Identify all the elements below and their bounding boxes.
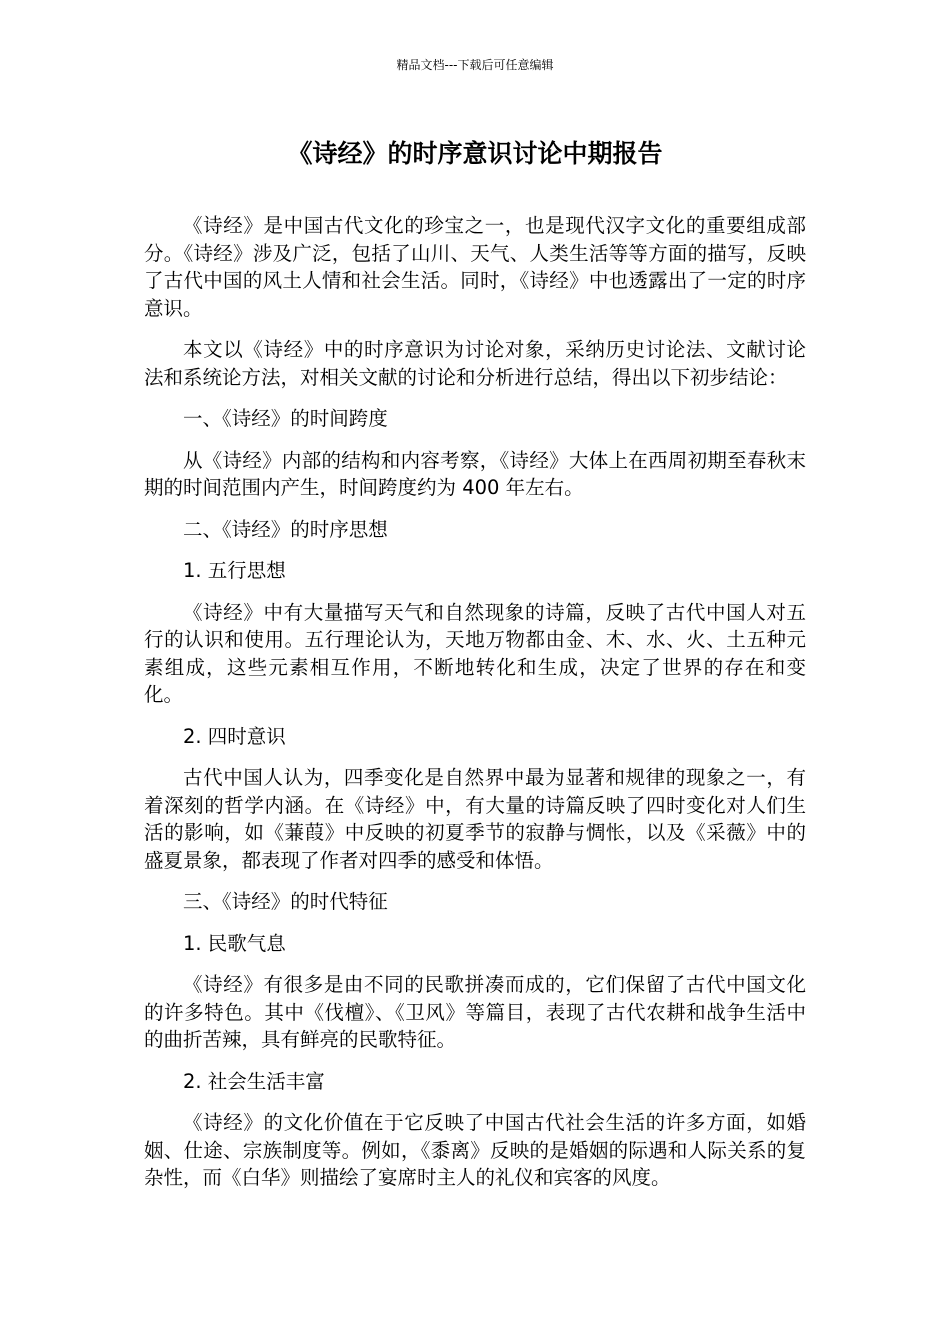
section-heading-3: 三、《诗经》的时代特征 <box>183 890 388 913</box>
subsection-heading-social: 2. 社会生活丰富 <box>183 1069 325 1093</box>
subsection-heading-wuxing: 1. 五行思想 <box>183 559 286 582</box>
paragraph-social: 《诗经》的文化价值在于它反映了中国古代社会生活的许多方面，如婚姻、仕途、宗族制度等。例如，《黍离》反映的是婚姻的际遇和人际关系的复杂性，而《白华》则描绘了宴席时主人的礼仪和宾客的风度。 <box>144 1111 806 1189</box>
subsection-heading-seasons: 2. 四时意识 <box>183 724 286 748</box>
document-body <box>144 212 806 1206</box>
subsection-heading-folk: 1. 民歌气息 <box>183 931 286 955</box>
section-heading-1: 一、《诗经》的时间跨度 <box>183 407 388 430</box>
paragraph-folk: 《诗经》有很多是由不同的民歌拼凑而成的，它们保留了古代中国文化的许多特色。其中《伐檀》、《卫风》等篇目，表现了古代农耕和战争生活中的曲折苦辣，具有鲜亮的民歌特征。 <box>144 973 806 1051</box>
section-heading-2: 二、《诗经》的时序思想 <box>183 517 388 541</box>
paragraph-intro: 《诗经》是中国古代文化的珍宝之一，也是现代汉字文化的重要组成部分。《诗经》涉及广泛，包括了山川、天气、人类生活等等方面的描写，反映了古代中国的风土人情和社会生活。同时，《诗经》中也透露出了一定的时序意识。 <box>144 214 806 320</box>
paragraph-time-span: 从《诗经》内部的结构和内容考察，《诗经》大体上在西周初期至春秋末期的时间范围内产生，时间跨度约为 400 年左右。 <box>144 448 806 499</box>
page-header: 精品文档---下载后可任意编辑 <box>396 58 554 72</box>
paragraph-method: 本文以《诗经》中的时序意识为讨论对象，采纳历史讨论法、文献讨论法和系统论方法，对相关文献的讨论和分析进行总结，得出以下初步结论： <box>144 338 806 389</box>
document-title: 《诗经》的时序意识讨论中期报告 <box>287 139 663 168</box>
paragraph-wuxing: 《诗经》中有大量描写天气和自然现象的诗篇，反映了古代中国人对五行的认识和使用。五行理论认为，天地万物都由金、木、水、火、土五种元素组成，这些元素相互作用，不断地转化和生成，决定了世界的存在和变化。 <box>144 600 806 706</box>
paragraph-seasons: 古代中国人认为，四季变化是自然界中最为显著和规律的现象之一，有着深刻的哲学内涵。在《诗经》中，有大量的诗篇反映了四时变化对人们生活的影响，如《蒹葭》中反映的初夏季节的寂静与惆怅，以及《采薇》中的盛夏景象，都表现了作者对四季的感受和体悟。 <box>144 766 806 872</box>
